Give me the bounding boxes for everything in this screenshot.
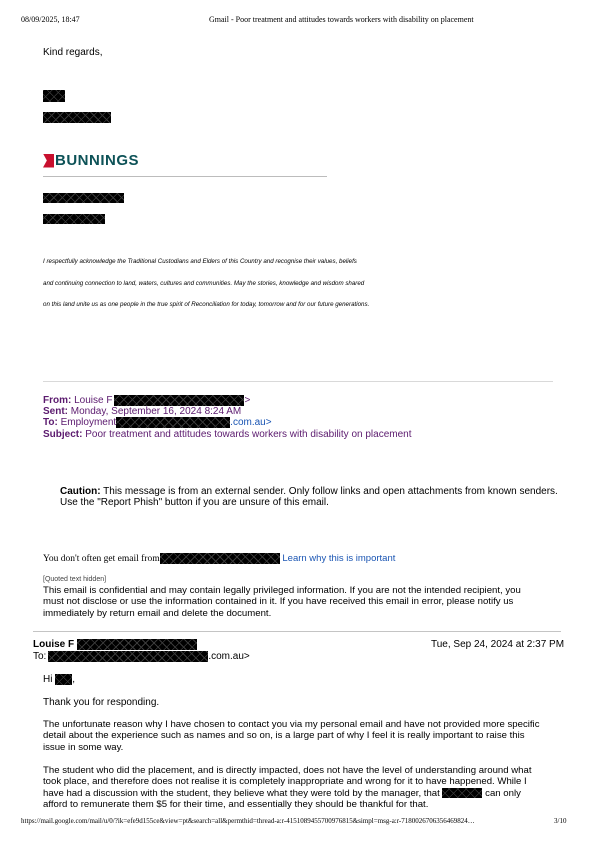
acknowledgement-line-3: on this land unite us as one people in the true spirit of Reconciliation for today, tomorrow and for our future generations. (43, 301, 370, 308)
quoted-from-name: Louise F (74, 395, 113, 407)
p2-line-3: issue in some way. (43, 741, 124, 753)
redacted-recipient-email (48, 651, 208, 662)
p2-line-2: detail about the experience such as names and so on, is a large part of why I feel it is really important to raise this (43, 730, 525, 742)
acknowledgement-line-1: I respectfully acknowledge the Traditional Custodians and Elders of this Country and recognise their values, beliefs (43, 258, 357, 265)
p3-line-1: The student who did the placement, and is directly impacted, does not have the level of understanding around what (43, 765, 532, 776)
print-title: Gmail - Poor treatment and attitudes towards workers with disability on placement (209, 15, 474, 24)
p3-line-3-text: have had a discussion with the student, they believe what they were told by the manager, that (43, 787, 440, 799)
message-sender-name: Louise F (33, 639, 75, 651)
bunnings-logo-mark-icon (43, 154, 54, 168)
bunnings-logo-text: BUNNINGS (55, 152, 140, 169)
print-page-number: 3/10 (554, 817, 567, 825)
message-paragraph-1: Thank you for responding. (43, 697, 160, 708)
redacted-phone (43, 193, 124, 203)
quoted-subject-label: Subject: (43, 429, 83, 440)
p3-line-2: took place, and therefore does not realise it is completely inappropriate and wrong for it to have happened. While I (43, 776, 527, 788)
caution-label: Caution: (60, 486, 101, 497)
print-datetime: 08/09/2025, 18:47 (21, 15, 80, 24)
caution-text-1: This message is from an external sender. Only follow links and open attachments from known senders. (103, 486, 558, 497)
signature-closing: Kind regards, (43, 47, 103, 58)
bunnings-logo (43, 152, 139, 169)
message-sender-line (33, 639, 197, 650)
redacted-sender-email (77, 639, 197, 650)
quoted-to-line (43, 417, 272, 428)
message-date: Tue, Sep 24, 2024 at 2:37 PM (431, 639, 565, 650)
caution-line-2: Use the "Report Phish" button if you are unsure of this email. (60, 497, 329, 508)
redacted-name (43, 90, 65, 102)
message-paragraph-2 (43, 719, 553, 753)
redacted-company-name (442, 788, 482, 798)
quoted-subject-line (43, 429, 412, 440)
redacted-from-address (114, 395, 244, 406)
external-notice-text: You don't often get email from (43, 554, 160, 565)
message-to-suffix: .com.au> (208, 651, 250, 663)
redacted-recipient-name (55, 674, 72, 685)
redacted-sender-address (160, 553, 280, 564)
message-to-label: To: (33, 651, 47, 663)
quoted-to-name: Employment (60, 417, 117, 429)
p3-line-4: afford to remunerate them $5 for their time, and essentially they should be thankful for that. (43, 799, 429, 811)
quoted-from-suffix: > (244, 395, 251, 407)
greeting-end: , (72, 674, 76, 686)
quoted-sent-line (43, 406, 241, 417)
learn-why-link[interactable]: Learn why this is important (282, 553, 396, 565)
confidential-line-2: must not disclose or use the information contained in it. If you have received this email in error, please notify us (43, 596, 514, 608)
quoted-to-suffix[interactable]: .com.au> (230, 417, 272, 429)
quoted-subject-value: Poor treatment and attitudes towards workers with disability on placement (85, 429, 412, 440)
message-paragraph-3 (43, 765, 553, 811)
signature-divider (43, 176, 327, 177)
quoted-divider (43, 381, 553, 382)
caution-line-1 (60, 486, 558, 497)
quoted-sent-value: Monday, September 16, 2024 8:24 AM (70, 406, 242, 417)
acknowledgement-line-2: and continuing connection to land, waters, cultures and communities. May the stories, knowledge and wisdom shared (43, 280, 365, 287)
p3-line-3-end: can only (485, 787, 521, 799)
message-divider (33, 631, 561, 632)
confidential-notice (43, 585, 553, 619)
redacted-to-address (116, 417, 230, 428)
quoted-to-label: To: (43, 417, 58, 429)
p3-line-3 (43, 788, 553, 799)
quoted-text-hidden[interactable]: [Quoted text hidden] (43, 576, 107, 583)
quoted-from-label: From: (43, 395, 72, 407)
redacted-title (43, 112, 111, 123)
external-notice (43, 553, 395, 564)
quoted-from-line (43, 395, 250, 406)
message-greeting (43, 674, 75, 685)
print-url: https://mail.google.com/mail/u/0/?ik=efe9d155ce&view=pt&search=all&permthid=thread-a:r-4151089455700976815&simpl=msg-a:r-7180026706356469824… (21, 817, 475, 825)
confidential-line-1: This email is confidential and may contain legally privileged information. If you are not the intended recipient, you (43, 585, 521, 596)
greeting-word: Hi (43, 674, 53, 686)
redacted-email (43, 214, 105, 224)
p2-line-1: The unfortunate reason why I have chosen to contact you via my personal email and have not provided more specific (43, 719, 540, 730)
confidential-line-3: immediately by return email and delete the document. (43, 607, 272, 619)
quoted-sent-label: Sent: (43, 406, 68, 417)
message-to-line (33, 651, 250, 662)
